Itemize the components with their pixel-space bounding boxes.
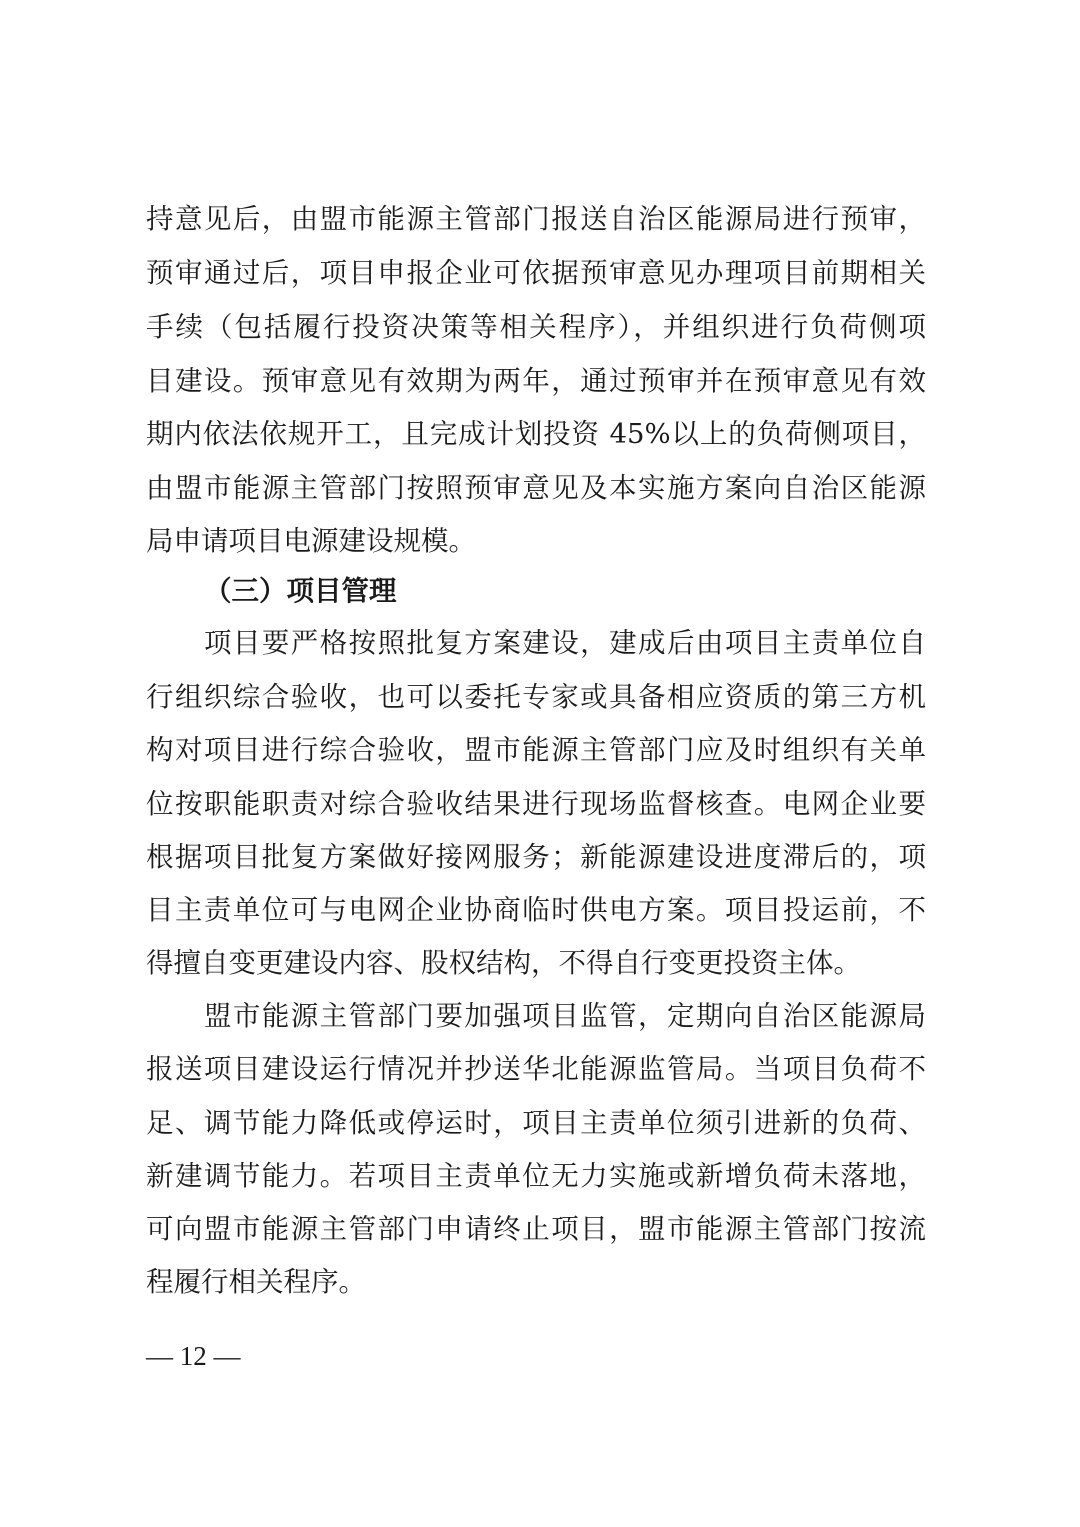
paragraph-1-line-3: 手续（包括履行投资决策等相关程序），并组织进行负荷侧项 [146,311,926,343]
paragraph-1-line-7: 局申请项目电源建设规模。 [146,525,476,557]
paragraph-3-line-6: 程履行相关程序。 [146,1266,366,1298]
paragraph-3-line-1: 盟市能源主管部门要加强项目监管，定期向自治区能源局 [204,1000,926,1032]
paragraph-2-line-3: 构对项目进行综合验收，盟市能源主管部门应及时组织有关单 [146,734,926,766]
paragraph-1-line-4: 目建设。预审意见有效期为两年，通过预审并在预审意见有效 [146,365,926,397]
paragraph-2-line-5: 根据项目批复方案做好接网服务；新能源建设进度滞后的，项 [146,841,926,873]
paragraph-2-line-6: 目主责单位可与电网企业协商临时供电方案。项目投运前，不 [146,894,926,926]
paragraph-1-line-1: 持意见后，由盟市能源主管部门报送自治区能源局进行预审， [146,203,926,235]
paragraph-2-line-4: 位按职能职责对综合验收结果进行现场监督核查。电网企业要 [146,788,926,820]
paragraph-1-line-6: 由盟市能源主管部门按照预审意见及本实施方案向自治区能源 [146,472,926,504]
paragraph-3-line-3: 足、调节能力降低或停运时，项目主责单位须引进新的负荷、 [146,1107,926,1139]
paragraph-2-line-2: 行组织综合验收，也可以委托专家或具备相应资质的第三方机 [146,681,926,713]
paragraph-2-line-1: 项目要严格按照批复方案建设，建成后由项目主责单位自 [204,627,926,659]
page-number: — 12 — [146,1341,241,1371]
paragraph-1-line-5: 期内依法依规开工，且完成计划投资 45%以上的负荷侧项目， [146,418,926,450]
section-heading: （三）项目管理 [204,575,397,607]
paragraph-3-line-2: 报送项目建设运行情况并抄送华北能源监管局。当项目负荷不 [146,1053,926,1085]
paragraph-1-line-2: 预审通过后，项目申报企业可依据预审意见办理项目前期相关 [146,257,926,289]
paragraph-3-line-5: 可向盟市能源主管部门申请终止项目，盟市能源主管部门按流 [146,1213,926,1245]
paragraph-3-line-4: 新建调节能力。若项目主责单位无力实施或新增负荷未落地， [146,1160,926,1192]
paragraph-2-line-7: 得擅自变更建设内容、股权结构，不得自行变更投资主体。 [146,947,861,979]
